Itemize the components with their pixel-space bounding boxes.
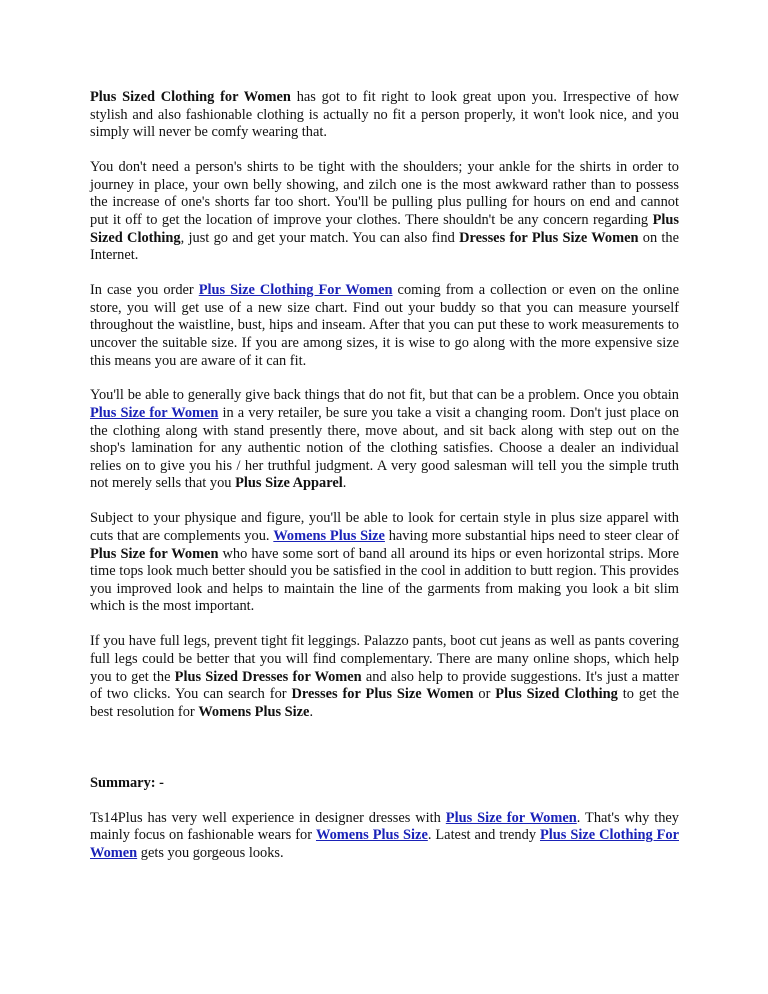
- text-run: on the Internet.: [90, 229, 679, 264]
- bold-phrase: Dresses for Plus Size Women: [291, 686, 474, 703]
- bold-phrase: Plus Size Apparel: [235, 475, 343, 492]
- text-run: .: [309, 703, 314, 720]
- text-run: . That's why they mainly focus on fashionable wears for: [90, 809, 679, 844]
- text-run: You'll be able to generally give back things that do not fit, but that can be a problem. Once you obtain: [90, 387, 679, 404]
- link-plus-size-for-women[interactable]: Plus Size for Women: [90, 405, 219, 422]
- text-run: who have some sort of band all around its hips or even horizontal strips. More time tops look much better should you be satisfied in the cool in addition to butt region. This provides you improved look and helps to maintain the line of the garments from making you look a bit slim which is the most important.: [90, 545, 679, 615]
- text-run: .: [342, 475, 347, 492]
- text-run: to get the best resolution for: [90, 686, 679, 720]
- paragraph-1: [90, 89, 679, 142]
- text-run: If you have full legs, prevent tight fit leggings. Palazzo pants, boot cut jeans as well as pants covering full legs could be better that you will find complementary. There are many online shops, which help you to get the: [90, 633, 679, 685]
- text-run: coming from a collection or even on the online store, you will get use of a new size chart. Find out your buddy so that you can measure yourself throughout the waistline, bust, hips and inseam. After that you can put these to work measurements to uncover the suitable size. If you are among sizes, it is wise to go along with the more expensive size this means you are aware of it can fit.: [90, 282, 679, 369]
- text-run: . Latest and trendy: [427, 827, 540, 844]
- paragraph-5: [90, 510, 679, 616]
- link-plus-size-clothing-for-women[interactable]: Plus Size Clothing For Women: [90, 827, 679, 861]
- bold-phrase: Plus Sized Dresses for Women: [174, 668, 362, 685]
- bold-phrase: Plus Size for Women: [90, 545, 219, 562]
- link-womens-plus-size[interactable]: Womens Plus Size: [273, 528, 385, 545]
- paragraph-summary: [90, 810, 679, 863]
- link-womens-plus-size[interactable]: Womens Plus Size: [315, 827, 428, 844]
- text-run: having more substantial hips need to steer clear of: [384, 528, 679, 545]
- bold-phrase: Plus Sized Clothing: [90, 211, 679, 246]
- text-run: You don't need a person's shirts to be tight with the shoulders; your ankle for the shirts in order to journey in place, your own belly showing, and zilch one is the most awkward rather than to possess the increase of one's shorts far too short. You'll be pulling plus pulling for hours on end and cannot put it off to get the location of improve your clothes. There shouldn't be any concern regarding: [90, 159, 679, 228]
- paragraph-3: [90, 282, 679, 370]
- paragraph-2: [90, 159, 679, 265]
- spacer: [90, 739, 679, 775]
- bold-phrase: Dresses for Plus Size Women: [459, 229, 639, 246]
- summary-heading-text: Summary: -: [90, 774, 164, 791]
- bold-phrase: Plus Sized Clothing for Women: [90, 89, 291, 105]
- text-run: Ts14Plus has very well experience in designer dresses with: [90, 809, 446, 826]
- text-run: In case you order: [90, 282, 199, 299]
- bold-phrase: Plus Sized Clothing: [495, 686, 618, 703]
- paragraph-6: [90, 633, 679, 721]
- summary-heading: [90, 775, 679, 793]
- text-run: Subject to your physique and figure, you'll be able to look for certain style in plus size apparel with cuts that are complements you.: [90, 510, 679, 545]
- text-run: has got to fit right to look great upon you. Irrespective of how stylish and also fashionable clothing is actually no fit a person properly, it won't look nice, and you simply will never be comfy wearing that.: [90, 89, 679, 141]
- text-run: or: [473, 686, 496, 703]
- link-plus-size-for-women[interactable]: Plus Size for Women: [445, 809, 577, 826]
- text-run: , just go and get your match. You can also find: [180, 229, 460, 246]
- text-run: gets you gorgeous looks.: [137, 844, 284, 861]
- link-plus-size-clothing-for-women[interactable]: Plus Size Clothing For Women: [198, 282, 393, 299]
- bold-phrase: Womens Plus Size: [198, 703, 310, 720]
- paragraph-4: [90, 387, 679, 493]
- text-run: in a very retailer, be sure you take a visit a changing room. Don't just place on the clothing along with stand presently there, move about, and sit back along with step out on the shop's lamination for any authentic notion of the clothing satisfies. Choose a dealer an individual relies on to give you his / her truthful judgment. A very good salesman will tell you the simple truth not merely sells that you: [90, 405, 679, 492]
- text-run: and also help to provide suggestions. It's just a matter of two clicks. You can search for: [90, 668, 679, 703]
